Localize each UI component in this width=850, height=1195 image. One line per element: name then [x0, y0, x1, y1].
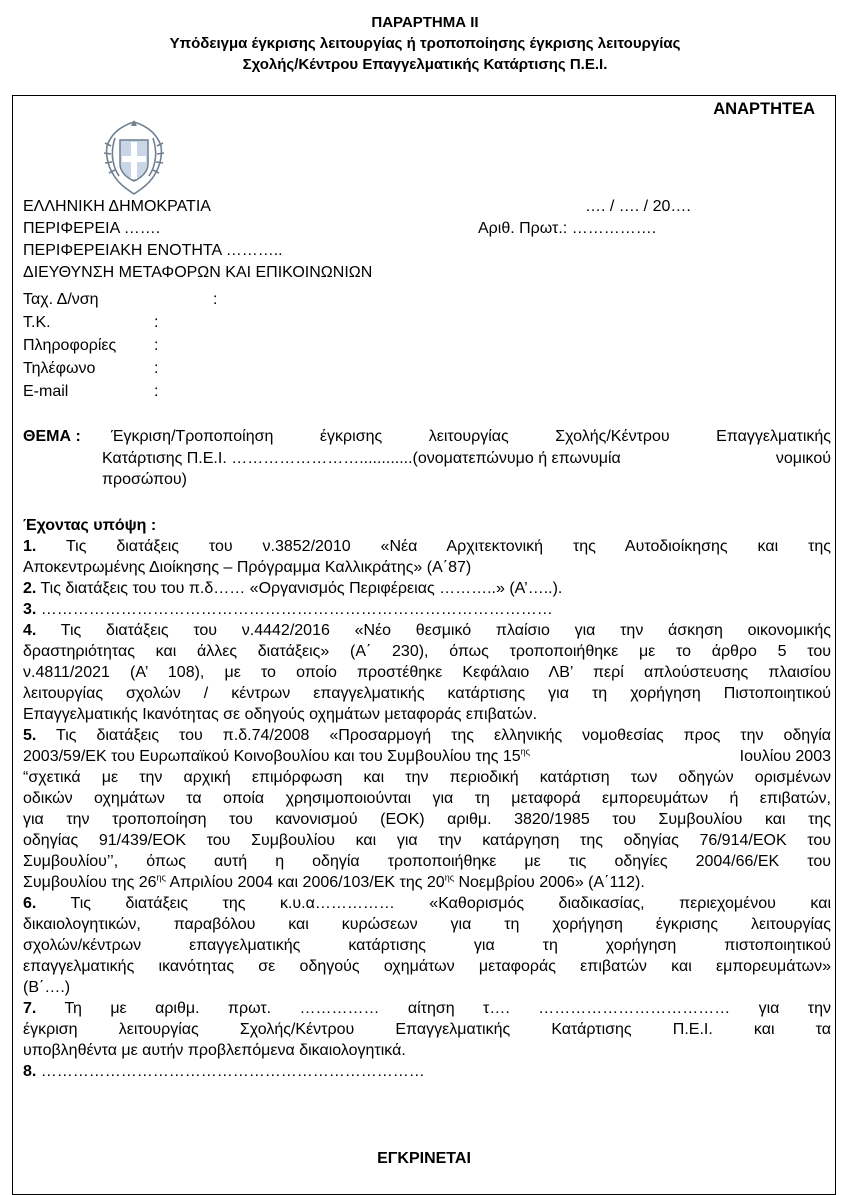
- considering-heading: Έχοντας υπόψη :: [23, 517, 157, 534]
- contact-row-phone: [23, 357, 159, 380]
- item-text-part: Συμβουλίου της 26: [23, 874, 157, 891]
- item-5-line-7: Συμβουλίου’’, όπως αυτή η οδηγία τροποποιήθηκε με τις οδηγίες 2004/66/ΕΚ του: [23, 853, 831, 870]
- item-number: 5.: [23, 727, 37, 744]
- item-number: 7.: [23, 1000, 37, 1017]
- item-text-part: Ιουλίου 2003: [739, 748, 831, 765]
- item-8-line-1: [23, 1061, 831, 1082]
- item-text: Τις διατάξεις του ν.4442/2016 «Νέο θεσμικό πλαίσιο για την άσκηση οικονομικής: [60, 622, 832, 639]
- item-text: Τις διατάξεις της κ.υ.α…………… «Καθορισμός διαδικασίας, περιεχομένου και: [70, 895, 832, 912]
- item-5-line-8: [23, 872, 831, 893]
- item-text: [23, 746, 530, 767]
- item-text-part: Νοεμβρίου 2006» (Α΄112).: [454, 874, 645, 891]
- ordinal-suffix: ης: [520, 746, 531, 757]
- contact-label: Τ.Κ.: [23, 314, 51, 331]
- annex-title: ΠΑΡΑΡΤΗΜΑ ΙΙ: [371, 14, 479, 31]
- item-text: Τις διατάξεις του του π.δ…… «Οργανισμός Περιφέρειας ………..» (Α’…..).: [40, 580, 563, 597]
- item-number: 3.: [23, 601, 37, 618]
- contact-label: Τηλέφωνο: [23, 360, 96, 377]
- item-6-line-4: επαγγελματικής ικανότητας σε οδηγούς οχημάτων μεταφοράς επιβατών και εμπορευμάτων»: [23, 958, 831, 975]
- item-4-line-1: [23, 620, 831, 641]
- subject-line-2a: Κατάρτισης Π.Ε.Ι. ……………………............(ονοματεπώνυμο ή επωνυμία: [102, 449, 621, 467]
- contact-separator: :: [154, 360, 159, 377]
- item-text: Τη με αριθμ. πρωτ. …………… αίτηση τ…. ……………………………… για την: [64, 1000, 832, 1017]
- contact-separator: :: [154, 337, 159, 354]
- item-5-line-5: για την τροποποίηση του κανονισμού (ΕΟΚ) αριθμ. 3820/1985 του Συμβουλίου και της: [23, 811, 831, 828]
- item-1-line-2: Αποκεντρωμένης Διοίκησης – Πρόγραμμα Καλλικράτης» (Α΄87): [23, 559, 472, 576]
- item-6-line-1: [23, 893, 831, 914]
- item-4-line-2: δραστηριότητας και άλλες διατάξεις» (Α΄ 230), όπως τροποποιήθηκε με το άρθρο 5 του: [23, 643, 831, 660]
- item-number: 8.: [23, 1063, 37, 1080]
- considerations-block: [23, 515, 831, 1082]
- item-number: 4.: [23, 622, 37, 639]
- item-number: 1.: [23, 538, 37, 555]
- contact-row-email: [23, 380, 159, 403]
- item-number: 2.: [23, 580, 37, 597]
- item-5-line-1: [23, 725, 831, 746]
- item-6-line-2: δικαιολογητικών, παραβόλου και κυρώσεων για τη χορήγηση έγκρισης λειτουργίας: [23, 916, 831, 933]
- item-number: 6.: [23, 895, 37, 912]
- greek-coat-of-arms-icon: [93, 116, 175, 198]
- authority-block: [23, 196, 372, 284]
- item-4-line-5: Επαγγελματικής Ικανότητας σε οδηγούς οχημάτων μεταφοράς επιβατών.: [23, 706, 538, 723]
- subject-line-2: [102, 448, 831, 470]
- contact-separator: :: [154, 314, 159, 331]
- authority-line-3: ΠΕΡΙΦΕΡΕΙΑΚΗ ΕΝΟΤΗΤΑ ………..: [23, 242, 283, 259]
- contact-separator: :: [154, 383, 159, 400]
- item-5-line-6: οδηγίας 91/439/ΕΟΚ του Συμβουλίου και για την κατάργηση της οδηγίας 76/914/ΕΟΚ του: [23, 832, 831, 849]
- item-2-line-1: [23, 578, 831, 599]
- subject-line-3: προσώπου): [102, 471, 187, 488]
- annex-subtitle-1: Υπόδειγμα έγκρισης λειτουργίας ή τροποποίησης έγκρισης λειτουργίας: [169, 35, 681, 52]
- contact-label: Πληροφορίες: [23, 337, 117, 354]
- item-1-line-1: [23, 536, 831, 557]
- contact-label: E-mail: [23, 383, 69, 400]
- item-text: Τις διατάξεις του ν.3852/2010 «Νέα Αρχιτεκτονική της Αυτοδιοίκησης και της: [65, 538, 832, 555]
- document-frame: [12, 95, 836, 1195]
- item-3-line-1: [23, 599, 831, 620]
- annex-header: [0, 12, 850, 75]
- authority-line-1: ΕΛΛΗΝΙΚΗ ΔΗΜΟΚΡΑΤΙΑ: [23, 198, 211, 215]
- approval-heading: ΕΓΚΡΙΝΕΤΑΙ: [377, 1150, 471, 1167]
- item-5-line-2: [23, 746, 831, 767]
- post-label: ΑΝΑΡΤΗΤΕΑ: [713, 100, 815, 118]
- item-text-part: 2003/59/ΕΚ του Ευρωπαϊκού Κοινοβουλίου και του Συμβουλίου της 15: [23, 748, 521, 765]
- item-7-line-2: έγκριση λειτουργίας Σχολής/Κέντρου Επαγγελματικής Κατάρτισης Π.Ε.Ι. και τα: [23, 1021, 831, 1038]
- protocol-number: Αριθ. Πρωτ.: …………….: [478, 220, 657, 237]
- item-6-line-3: σχολών/κέντρων επαγγελματικής κατάρτισης για τη χορήγηση πιστοποιητικού: [23, 937, 831, 954]
- subject-line-2b: νομικού: [775, 449, 831, 467]
- document-date: …. / …. / 20….: [585, 198, 691, 215]
- contact-separator: :: [213, 291, 218, 308]
- item-6-line-5: (Β΄….): [23, 979, 71, 996]
- item-text: ………………………………………………………………: [40, 1063, 425, 1080]
- authority-line-2: ΠΕΡΙΦΕΡΕΙΑ …….: [23, 220, 161, 237]
- item-7-line-3: υποβληθέντα με αυτήν προβλεπόμενα δικαιολογητικά.: [23, 1042, 406, 1059]
- annex-subtitle-2: Σχολής/Κέντρου Επαγγελματικής Κατάρτισης Π.Ε.Ι.: [242, 56, 608, 73]
- item-text: ……………………………………………………………………………………: [40, 601, 553, 618]
- subject-label: ΘΕΜΑ :: [23, 428, 81, 445]
- item-text-part: Απριλίου 2004 και 2006/103/ΕΚ της 20: [165, 874, 445, 891]
- item-4-line-3: ν.4811/2021 (Α’ 108), με το οποίο προστέθηκε Κεφάλαιο ΛΒ’ περί απλούστευσης πλαισίου: [23, 664, 831, 681]
- item-text: Τις διατάξεις του π.δ.74/2008 «Προσαρμογή της ελληνικής νομοθεσίας προς την οδηγία: [56, 727, 831, 744]
- ordinal-suffix: ης: [156, 872, 166, 883]
- contact-block: [23, 288, 218, 403]
- item-4-line-4: λειτουργίας σχολών / κέντρων επαγγελματικής κατάρτισης για τη χορήγηση Πιστοποιητικού: [23, 685, 831, 702]
- ordinal-suffix: ης: [444, 872, 455, 883]
- item-7-line-1: [23, 998, 831, 1019]
- item-5-line-3: “σχετικά με την αρχική επιμόρφωση και την περιοδική κατάρτιση των οδηγών ορισμένων: [23, 769, 831, 786]
- contact-row-postcode: [23, 311, 159, 334]
- contact-row-info: [23, 334, 159, 357]
- item-5-line-4: οδικών οχημάτων τα οποία χρησιμοποιούνται για τη μεταφορά εμπορευμάτων ή επιβατών,: [23, 790, 831, 807]
- subject-line-1: Έγκριση/Τροποποίηση έγκρισης λειτουργίας Σχολής/Κέντρου Επαγγελματικής: [111, 428, 831, 445]
- contact-row-address: [23, 288, 218, 311]
- authority-line-4: ΔΙΕΥΘΥΝΣΗ ΜΕΤΑΦΟΡΩΝ ΚΑΙ ΕΠΙΚΟΙΝΩΝΙΩΝ: [23, 264, 373, 281]
- contact-label: Ταχ. Δ/νση: [23, 291, 99, 308]
